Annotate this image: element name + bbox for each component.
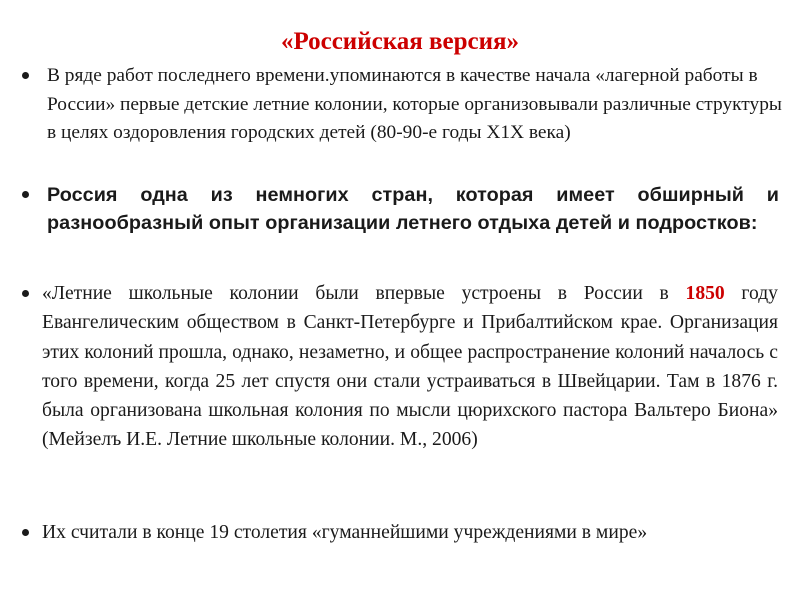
bullet-text-2: Россия одна из немногих стран, которая имеет обширный и разнообразный опыт организации летнего отдыха детей и подростков: [47, 184, 779, 234]
bullet-text-4: Их считали в конце 19 столетия «гуманнейшими учреждениями в мире» [42, 522, 648, 543]
bullet-dot-4 [22, 529, 29, 536]
bullet-dot-1 [22, 72, 29, 79]
quote-text-end: году Евангелическим обществом в Санкт-Петербурге и Прибалтийском крае. Организация этих колоний прошла, однако, незаметно, и общее распространение колоний началось с того времени, когда 25 лет спустя они стали устраиваться в Швейцарии. Там в 1876 г. была организована школьная колония по мысли цюрихского пастора Вальтеро Биона» (Мейзелъ И.Е. Летние школьные колонии. М., 2006) [42, 283, 778, 451]
bullet-dot-3 [22, 290, 29, 297]
quote-text-start: «Летние школьные колонии были впервые устроены в России в [42, 283, 686, 304]
bullet-dot-2 [22, 191, 29, 198]
slide-title: «Российская версия» [280, 28, 520, 55]
highlighted-year: 1850 [685, 283, 725, 304]
bullet-text-3 [42, 279, 778, 455]
bullet-text-1: В ряде работ последнего времени.упоминаются в качестве начала «лагерной работы в России» первые детские летние колонии, которые организовывали различные структуры в целях оздоровления городских детей (80-90-е годы Х1Х века) [47, 65, 782, 143]
